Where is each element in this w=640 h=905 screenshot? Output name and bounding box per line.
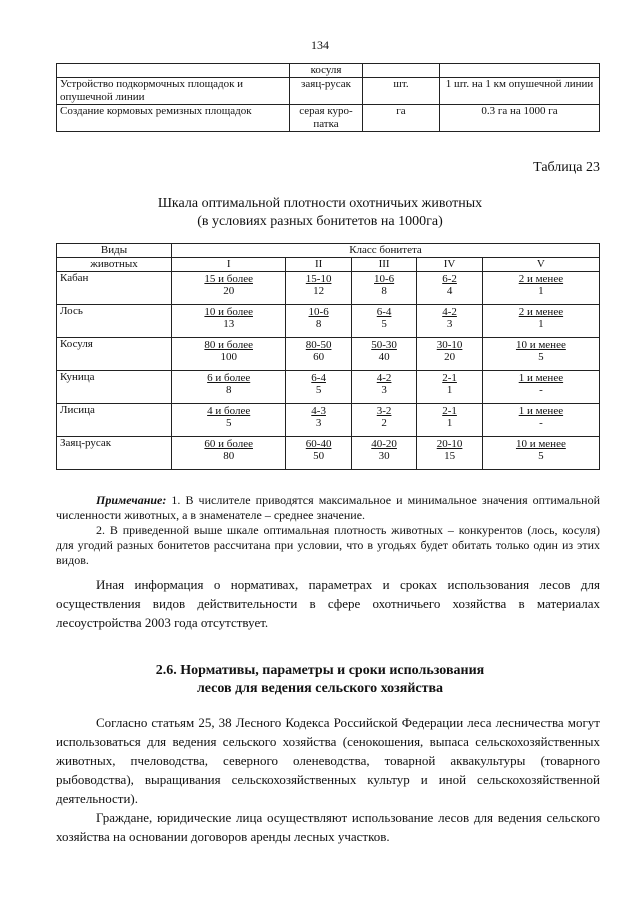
density-cell [286, 272, 351, 305]
table-cell: шт. [363, 78, 440, 105]
density-range: 80-50 [305, 339, 332, 351]
paragraph-other: Иная информация о нормативах, параметрах и сроках использования лесов для осуществления видов действительности в сфере охотничьего хозяйства в материалах лесоустройства 2003 года отсутствует. [56, 577, 600, 630]
kinds-header: животных [57, 258, 172, 272]
density-cell [482, 437, 599, 470]
table-label: Таблица 23 [533, 160, 600, 175]
note-text: 1. В числителе приводятся максимальное и минимальное значения оптимальной численности животных, а в знаменателе – среднее значение. [56, 493, 600, 522]
header-row [57, 244, 600, 258]
section-heading [0, 662, 640, 698]
density-cell [482, 404, 599, 437]
density-range: 60 и более [204, 438, 253, 450]
density-range: 6 и более [207, 372, 251, 384]
density-average: 5 [381, 318, 387, 330]
density-cell [417, 371, 482, 404]
density-average: 20 [223, 285, 235, 297]
density-range: 4-3 [311, 405, 326, 417]
animal-name: Лисица [57, 404, 172, 437]
density-average: 2 [381, 417, 387, 429]
density-cell [351, 404, 416, 437]
class-header: Класс бонитета [172, 244, 600, 258]
density-cell [351, 272, 416, 305]
density-average: 15 [444, 450, 456, 462]
table-cell: 1 шт. на 1 км опушечной линии [440, 78, 600, 105]
note-label: Примечание: [96, 493, 167, 507]
section-heading-line: 2.6. Нормативы, параметры и сроки использования [155, 663, 485, 678]
density-range: 4-2 [376, 372, 392, 384]
density-range: 20-10 [436, 438, 463, 450]
animal-name: Куница [57, 371, 172, 404]
density-range: 1 и менее [518, 405, 564, 417]
density-range: 6-2 [442, 273, 457, 285]
density-average: 30 [378, 450, 390, 462]
density-cell [172, 437, 286, 470]
density-average: 1 [538, 285, 544, 297]
density-cell [286, 404, 351, 437]
note-paragraph [56, 493, 600, 568]
density-cell [172, 338, 286, 371]
table-cell: серая куро-патка [290, 105, 363, 132]
table-cell: 0.3 га на 1000 га [440, 105, 600, 132]
kinds-header: Виды [57, 244, 172, 258]
density-range: 10-6 [308, 306, 329, 318]
density-average: 13 [223, 318, 235, 330]
density-range: 2 и менее [518, 273, 564, 285]
density-cell [351, 338, 416, 371]
density-cell [286, 305, 351, 338]
density-range: 1 и менее [518, 372, 564, 384]
density-cell [417, 437, 482, 470]
class-label: I [172, 258, 286, 272]
density-average: 1 [538, 318, 544, 330]
density-average: 40 [378, 351, 390, 363]
density-range: 2 и менее [518, 306, 564, 318]
density-average: 5 [538, 351, 544, 363]
density-cell [351, 437, 416, 470]
density-average: 8 [225, 384, 232, 396]
page-number: 134 [311, 38, 329, 52]
density-table [56, 243, 600, 470]
density-range: 10 и более [204, 306, 253, 318]
density-average: 4 [446, 285, 453, 297]
density-cell [286, 371, 351, 404]
density-range: 4-2 [442, 306, 457, 318]
density-average: - [539, 417, 543, 429]
density-average: 3 [381, 384, 387, 396]
density-range: 2-1 [442, 405, 457, 417]
density-cell [482, 338, 599, 371]
density-average: - [539, 384, 543, 396]
table-title [0, 195, 640, 231]
animal-name: Косуля [57, 338, 172, 371]
density-cell [417, 272, 482, 305]
density-average: 80 [223, 450, 235, 462]
class-label: IV [417, 258, 482, 272]
density-average: 20 [444, 351, 456, 363]
density-range: 50-30 [371, 339, 397, 351]
table-row [57, 78, 600, 105]
density-range: 15 и более [204, 273, 253, 285]
paragraph-1: Согласно статьям 25, 38 Лесного Кодекса Российской Федерации леса лесничества могут использоваться для ведения сельского хозяйства (сенокошения, выпаса сельскохозяйственных животных, пчеловодства, северного оленеводства, товарной аквакультуры (товарного рыбоводства), выращивания сельскохозяйственных культур и иной сельскохозяйственной деятельности). [56, 715, 600, 806]
density-cell [417, 305, 482, 338]
table-row [57, 404, 600, 437]
density-cell [417, 338, 482, 371]
animal-name: Кабан [57, 272, 172, 305]
density-range: 6-4 [311, 372, 326, 384]
density-average: 8 [381, 285, 387, 297]
density-cell [482, 305, 599, 338]
density-range: 4 и более [207, 405, 251, 417]
density-range: 6-4 [376, 306, 392, 318]
density-cell [351, 371, 416, 404]
table-cell: Устройство подкормочных площадок и опушечной линии [57, 78, 290, 105]
density-range: 60-40 [305, 438, 332, 450]
density-cell [286, 338, 351, 371]
density-average: 5 [225, 417, 232, 429]
density-average: 8 [315, 318, 322, 330]
table-row [57, 305, 600, 338]
table-cell: га [363, 105, 440, 132]
class-label: V [482, 258, 599, 272]
table-row [57, 371, 600, 404]
density-cell [172, 371, 286, 404]
animal-name: Лось [57, 305, 172, 338]
table-row [57, 105, 600, 132]
density-cell [286, 437, 351, 470]
density-range: 10 и менее [515, 438, 566, 450]
table-row [57, 437, 600, 470]
section-heading-line: лесов для ведения сельского хозяйства [196, 681, 444, 696]
density-average: 1 [446, 384, 453, 396]
density-cell [351, 305, 416, 338]
note-item-1 [56, 493, 600, 523]
density-average: 12 [313, 285, 325, 297]
density-range: 3-2 [376, 405, 392, 417]
density-average: 1 [446, 417, 453, 429]
animal-name: Заяц-русак [57, 437, 172, 470]
density-average: 50 [313, 450, 325, 462]
table-cell: заяц-русак [290, 78, 363, 105]
density-range: 10 и менее [515, 339, 566, 351]
forage-table [56, 63, 600, 132]
table-row [57, 272, 600, 305]
density-cell [482, 272, 599, 305]
density-range: 40-20 [371, 438, 397, 450]
density-cell [172, 305, 286, 338]
density-range: 10-6 [374, 273, 395, 285]
table-row [57, 338, 600, 371]
note-item-2: 2. В приведенной выше шкале оптимальная плотность животных – конкурентов (лось, косуля) для угодий разных бонитетов рассчитана при условии, что в угодьях будет обитать только один из этих видов. [56, 523, 600, 567]
paragraph-2: Граждане, юридические лица осуществляют использование лесов для ведения сельского хозяйства на основании договоров аренды лесных участков. [56, 810, 600, 844]
density-average: 5 [315, 384, 322, 396]
density-average: 60 [313, 351, 325, 363]
header-row [57, 258, 600, 272]
table-cell [57, 64, 290, 78]
table-cell: Создание кормовых ремизных площадок [57, 105, 290, 132]
density-cell [417, 404, 482, 437]
table-cell [440, 64, 600, 78]
density-range: 2-1 [442, 372, 457, 384]
density-range: 30-10 [436, 339, 463, 351]
density-cell [172, 272, 286, 305]
density-range: 15-10 [305, 273, 332, 285]
density-range: 80 и более [204, 339, 253, 351]
density-average: 3 [446, 318, 453, 330]
density-average: 5 [538, 450, 544, 462]
class-label: III [351, 258, 416, 272]
table-row [57, 64, 600, 78]
density-average: 3 [315, 417, 322, 429]
density-average: 100 [220, 351, 237, 363]
table-cell: косуля [290, 64, 363, 78]
density-cell [482, 371, 599, 404]
density-cell [172, 404, 286, 437]
table-title-line: Шкала оптимальной плотности охотничьих животных [157, 196, 483, 211]
table-title-line: (в условиях разных бонитетов на 1000га) [197, 214, 443, 229]
table-cell [363, 64, 440, 78]
class-label: II [286, 258, 351, 272]
